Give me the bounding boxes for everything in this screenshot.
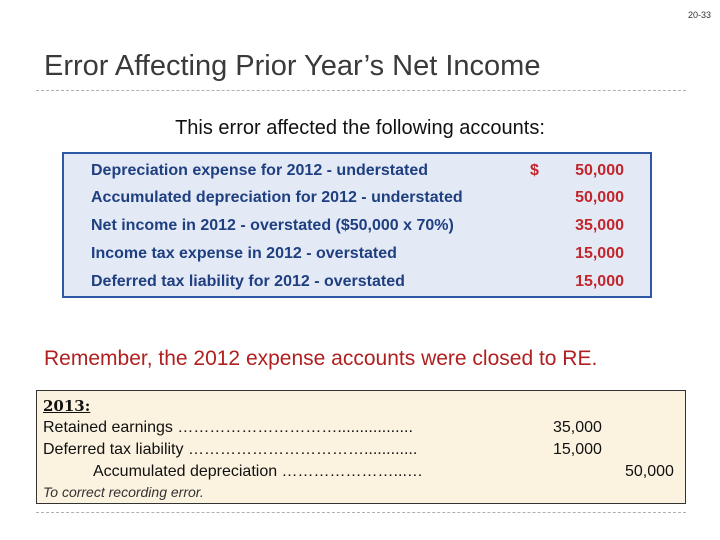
journal-entry-row: [43, 419, 602, 437]
account-row: [64, 217, 650, 239]
journal-credit: 50,000: [625, 463, 674, 480]
account-label: Income tax expense in 2012 - overstated: [91, 245, 397, 262]
account-label: Net income in 2012 - overstated ($50,000 x 70%): [91, 217, 454, 234]
journal-year: 2013:: [43, 397, 91, 415]
journal-account: Deferred tax liability ……………………………............: [43, 441, 418, 458]
journal-entry-box: [36, 390, 686, 504]
journal-account: Accumulated depreciation …………………...…: [93, 463, 423, 480]
account-label: Accumulated depreciation for 2012 - understated: [91, 189, 463, 206]
reminder-text: Remember, the 2012 expense accounts were closed to RE.: [44, 347, 598, 370]
journal-debit: 35,000: [553, 419, 602, 436]
journal-account: Retained earnings ………………………….................: [43, 419, 413, 436]
intro-text: This error affected the following accounts:: [175, 117, 545, 139]
journal-entry-row: [43, 441, 602, 459]
account-label: Depreciation expense for 2012 - understated: [91, 162, 428, 179]
page-title: Error Affecting Prior Year’s Net Income: [44, 50, 541, 82]
journal-entry-row: [43, 463, 674, 481]
account-label: Deferred tax liability for 2012 - overstated: [91, 273, 405, 290]
journal-debit: 15,000: [553, 441, 602, 458]
slide-number: 20-33: [687, 10, 711, 20]
account-row: [64, 162, 650, 184]
title-divider: [36, 90, 686, 91]
accounts-table: [62, 152, 652, 298]
account-amount: 50,000: [575, 162, 624, 179]
account-amount: 35,000: [575, 217, 624, 234]
account-row: [64, 273, 650, 295]
account-row: [64, 245, 650, 267]
currency-symbol: $: [530, 162, 539, 179]
account-amount: 15,000: [575, 245, 624, 262]
account-amount: 50,000: [575, 189, 624, 206]
journal-note: To correct recording error.: [43, 484, 204, 500]
footer-divider: [36, 512, 686, 513]
account-amount: 15,000: [575, 273, 624, 290]
account-row: [64, 189, 650, 211]
